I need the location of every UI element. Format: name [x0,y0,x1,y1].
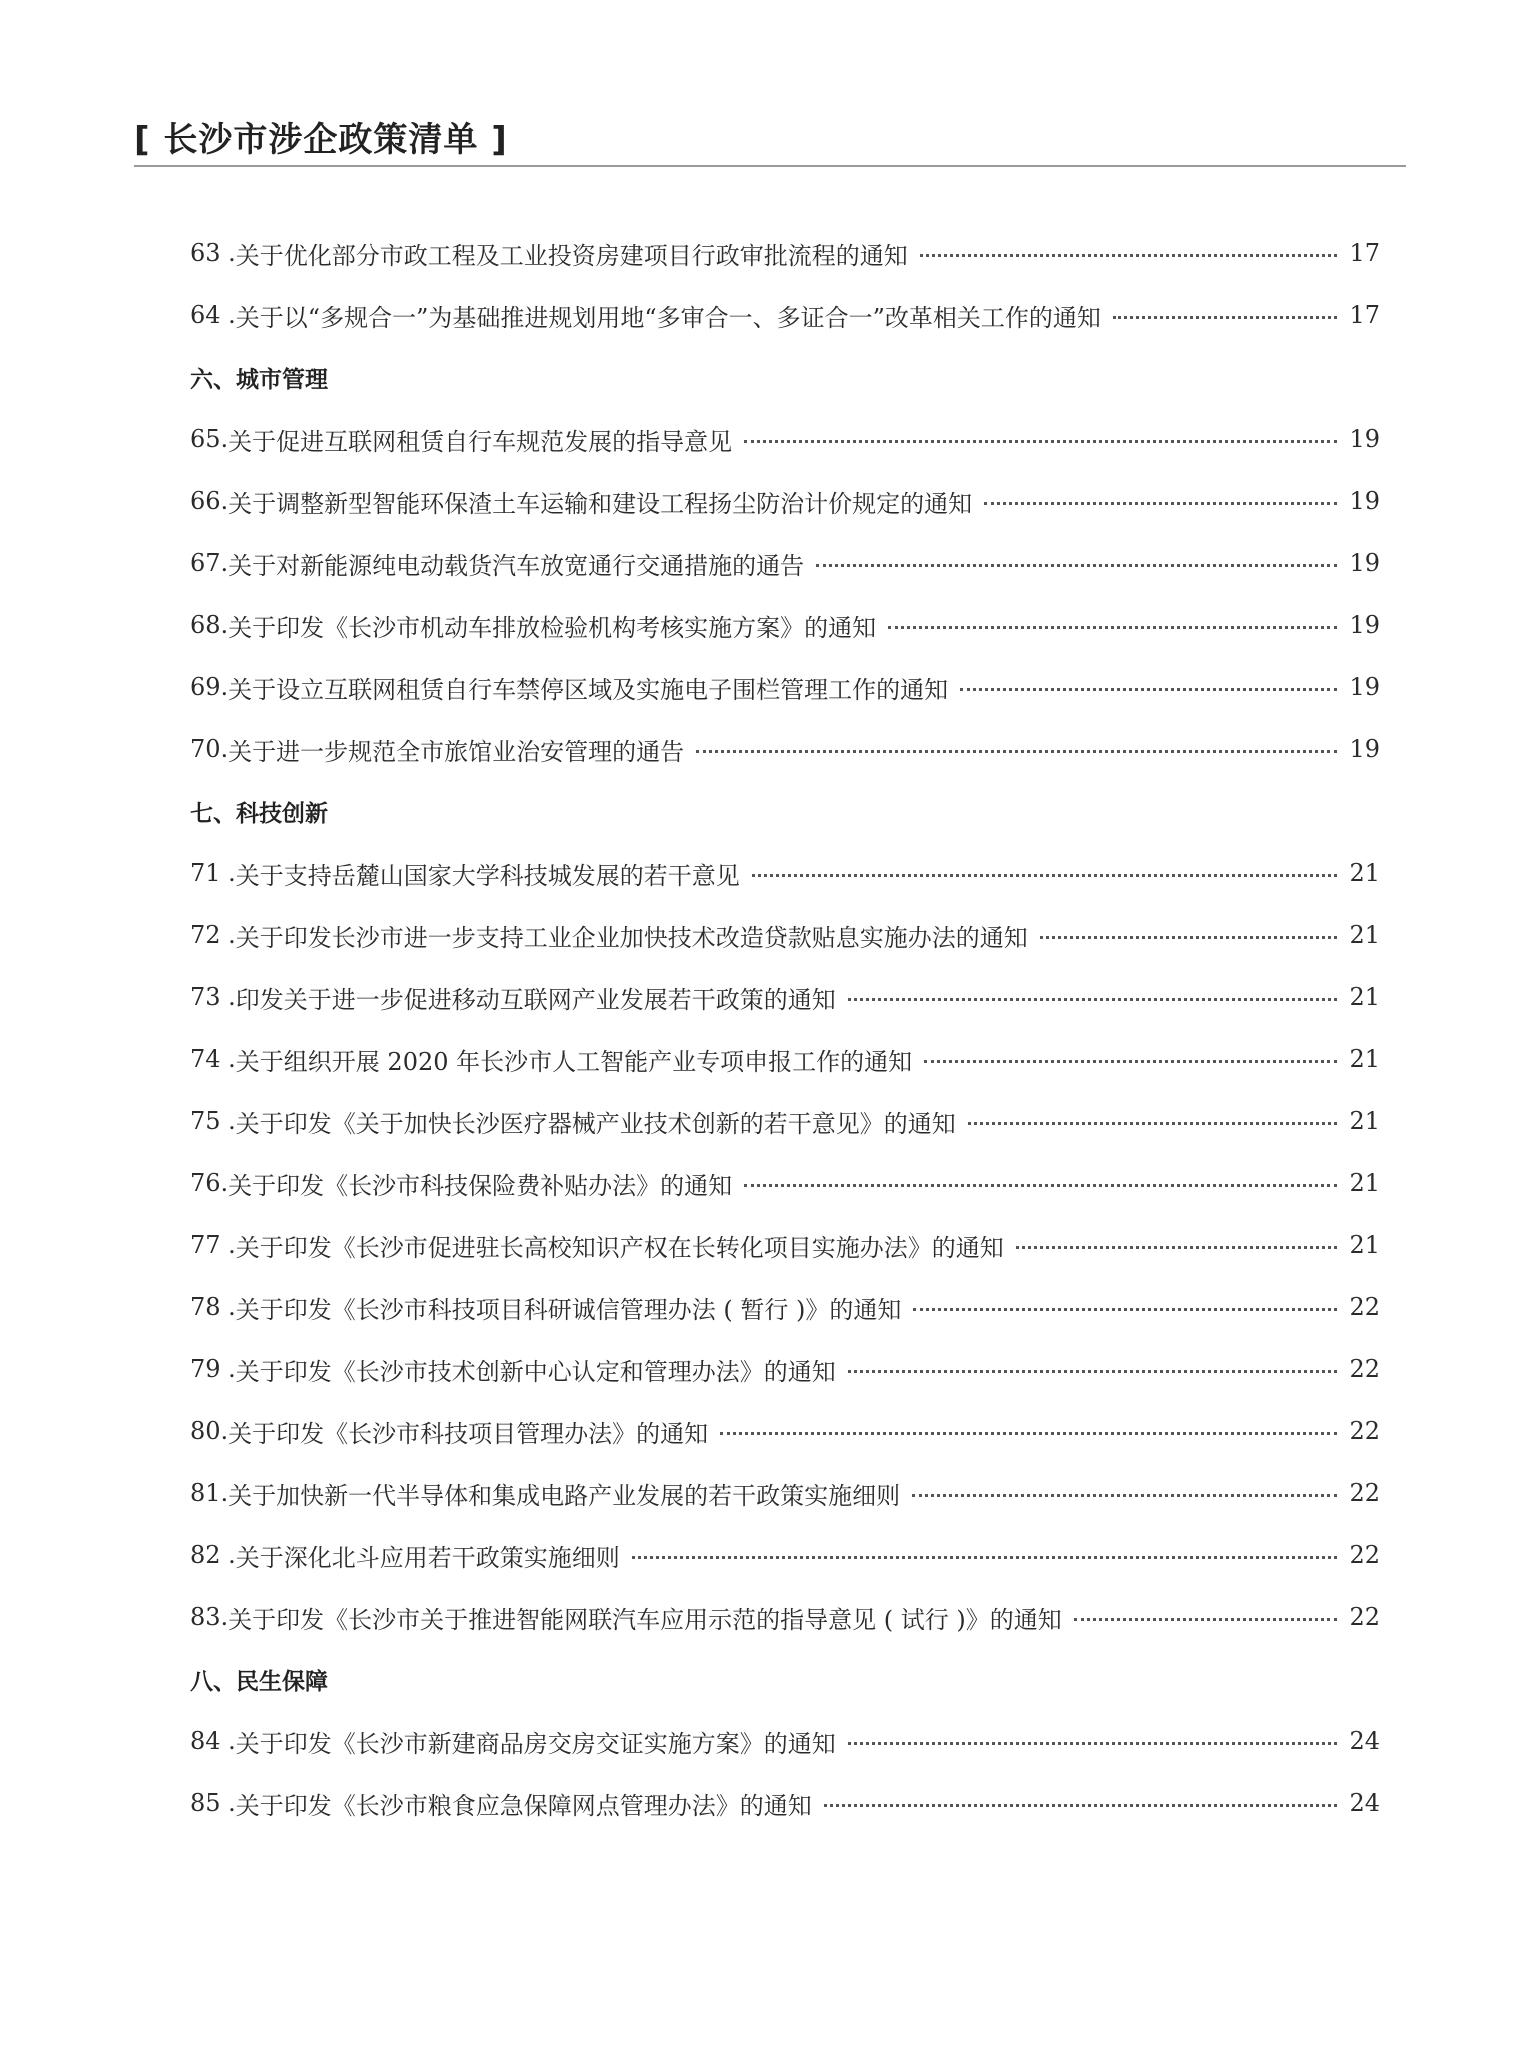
toc-entry-number: 85 . [190,1789,236,1817]
toc-entry-page: 21 [1349,859,1380,887]
toc-leader-dots [744,1184,1337,1187]
toc-entry-number: 64 . [190,301,236,329]
toc-section-heading [190,1648,1380,1710]
toc-entry-number: 80. [190,1417,229,1445]
toc-entry-title: 关于组织开展 2020 年长沙市人工智能产业专项申报工作的通知 [235,1047,913,1076]
toc-leader-dots [924,1060,1337,1063]
toc-entry-title: 关于以“多规合一”为基础推进规划用地“多审合一、多证合一”改革相关工作的通知 [235,303,1101,332]
toc-section-title: 六、城市管理 [190,366,328,393]
toc-section-heading [190,780,1380,842]
toc-entry-number: 63 . [190,239,236,267]
toc-entry-page: 22 [1349,1541,1380,1569]
toc-entry-title: 关于印发《长沙市促进驻长高校知识产权在长转化项目实施办法》的通知 [235,1233,1004,1262]
toc-entry-title: 关于对新能源纯电动载货汽车放宽通行交通措施的通告 [228,551,805,580]
toc-entry-title: 关于印发《长沙市科技保险费补贴办法》的通知 [228,1171,733,1200]
toc-entry-page: 17 [1349,239,1380,267]
toc-entry-title: 关于印发《长沙市技术创新中心认定和管理办法》的通知 [235,1357,836,1386]
toc-entry-title: 关于优化部分市政工程及工业投资房建项目行政审批流程的通知 [235,241,908,270]
toc-leader-dots [1074,1618,1338,1621]
toc-entry[interactable] [190,408,1380,470]
toc-entry[interactable] [190,594,1380,656]
toc-entry[interactable] [190,718,1380,780]
toc-entry[interactable] [190,222,1380,284]
toc-entry[interactable] [190,904,1380,966]
toc-entry-number: 74 . [190,1045,236,1073]
toc-leader-dots [888,626,1337,629]
toc-entry-title: 关于印发《长沙市新建商品房交房交证实施方案》的通知 [235,1729,836,1758]
toc-entry-title: 关于深化北斗应用若干政策实施细则 [235,1543,620,1572]
toc-entry-page: 21 [1349,1169,1380,1197]
toc-entry-number: 81. [190,1479,229,1507]
toc-entry[interactable] [190,1214,1380,1276]
toc-leader-dots [848,1370,1338,1373]
toc-entry-title: 关于设立互联网租赁自行车禁停区域及实施电子围栏管理工作的通知 [228,675,949,704]
toc-entry[interactable] [190,1400,1380,1462]
toc-entry-page: 22 [1349,1479,1380,1507]
toc-leader-dots [920,254,1338,257]
toc-leader-dots [913,1308,1337,1311]
toc-entry[interactable] [190,1276,1380,1338]
toc-entry-number: 71 . [190,859,236,887]
toc-leader-dots [632,1556,1338,1559]
toc-entry-page: 21 [1349,1231,1380,1259]
toc-entry-title: 关于支持岳麓山国家大学科技城发展的若干意见 [235,861,740,890]
toc-entry-title: 关于印发《长沙市关于推进智能网联汽车应用示范的指导意见 ( 试行 )》的通知 [228,1605,1062,1634]
toc-entry-page: 19 [1349,673,1380,701]
toc-entry-number: 76. [190,1169,229,1197]
toc-entry-page: 17 [1349,301,1380,329]
toc-entry-title: 关于加快新一代半导体和集成电路产业发展的若干政策实施细则 [228,1481,901,1510]
toc-entry-title: 关于印发《长沙市机动车排放检验机构考核实施方案》的通知 [228,613,877,642]
toc-leader-dots [720,1432,1337,1435]
toc-entry[interactable] [190,1152,1380,1214]
toc-entry[interactable] [190,656,1380,718]
toc-leader-dots [960,688,1337,691]
toc-entry[interactable] [190,842,1380,904]
toc-entry-page: 19 [1349,487,1380,515]
toc-entry[interactable] [190,1338,1380,1400]
toc-entry-page: 22 [1349,1355,1380,1383]
toc-entry-title: 关于印发《长沙市科技项目管理办法》的通知 [228,1419,709,1448]
toc-entry-number: 83. [190,1603,229,1631]
toc-entry-page: 21 [1349,1107,1380,1135]
toc-entry-title: 关于印发长沙市进一步支持工业企业加快技术改造贷款贴息实施办法的通知 [235,923,1028,952]
toc-leader-dots [1016,1246,1338,1249]
table-of-contents [190,222,1380,1834]
toc-entry[interactable] [190,532,1380,594]
toc-entry[interactable] [190,1028,1380,1090]
toc-section-title: 七、科技创新 [190,800,328,827]
toc-entry-page: 19 [1349,611,1380,639]
toc-entry-number: 78 . [190,1293,236,1321]
toc-entry[interactable] [190,1586,1380,1648]
toc-entry-page: 21 [1349,983,1380,1011]
toc-entry[interactable] [190,1710,1380,1772]
toc-entry-number: 69. [190,673,229,701]
page-header-title: [ 长沙市涉企政策清单 ] [134,120,508,160]
toc-entry-number: 79 . [190,1355,236,1383]
toc-entry-page: 19 [1349,549,1380,577]
toc-entry-number: 73 . [190,983,236,1011]
toc-entry-number: 72 . [190,921,236,949]
toc-entry-page: 21 [1349,921,1380,949]
toc-entry-number: 65. [190,425,229,453]
toc-entry-page: 22 [1349,1417,1380,1445]
toc-entry-title: 关于调整新型智能环保渣土车运输和建设工程扬尘防治计价规定的通知 [228,489,973,518]
toc-leader-dots [1113,316,1338,319]
toc-entry[interactable] [190,470,1380,532]
toc-entry-number: 75 . [190,1107,236,1135]
toc-leader-dots [1040,936,1338,939]
toc-leader-dots [696,750,1337,753]
toc-entry-title: 关于促进互联网租赁自行车规范发展的指导意见 [228,427,733,456]
toc-entry-page: 19 [1349,425,1380,453]
toc-entry[interactable] [190,1524,1380,1586]
toc-entry-number: 84 . [190,1727,236,1755]
toc-entry[interactable] [190,284,1380,346]
toc-entry-number: 77 . [190,1231,236,1259]
toc-leader-dots [816,564,1337,567]
toc-entry-number: 68. [190,611,229,639]
toc-entry[interactable] [190,1090,1380,1152]
toc-entry[interactable] [190,1462,1380,1524]
toc-entry-page: 19 [1349,735,1380,763]
toc-section-title: 八、民生保障 [190,1668,328,1695]
toc-entry-page: 22 [1349,1603,1380,1631]
toc-leader-dots [968,1122,1338,1125]
toc-entry[interactable] [190,1772,1380,1834]
toc-entry-number: 67. [190,549,229,577]
toc-entry-page: 22 [1349,1293,1380,1321]
toc-entry-number: 70. [190,735,229,763]
toc-entry-title: 关于进一步规范全市旅馆业治安管理的通告 [228,737,685,766]
toc-leader-dots [848,1742,1338,1745]
toc-entry-page: 21 [1349,1045,1380,1073]
toc-entry-number: 66. [190,487,229,515]
toc-leader-dots [984,502,1337,505]
toc-entry-title: 印发关于进一步促进移动互联网产业发展若干政策的通知 [235,985,836,1014]
toc-entry-page: 24 [1349,1789,1380,1817]
toc-entry-title: 关于印发《长沙市粮食应急保障网点管理办法》的通知 [235,1791,812,1820]
toc-leader-dots [912,1494,1337,1497]
toc-leader-dots [752,874,1338,877]
toc-entry-page: 24 [1349,1727,1380,1755]
toc-entry[interactable] [190,966,1380,1028]
toc-entry-title: 关于印发《长沙市科技项目科研诚信管理办法 ( 暂行 )》的通知 [235,1295,902,1324]
toc-section-heading [190,346,1380,408]
toc-entry-number: 82 . [190,1541,236,1569]
header-divider [134,165,1406,167]
toc-leader-dots [848,998,1338,1001]
toc-entry-title: 关于印发《关于加快长沙医疗器械产业技术创新的若干意见》的通知 [235,1109,956,1138]
toc-leader-dots [744,440,1337,443]
toc-leader-dots [824,1804,1338,1807]
